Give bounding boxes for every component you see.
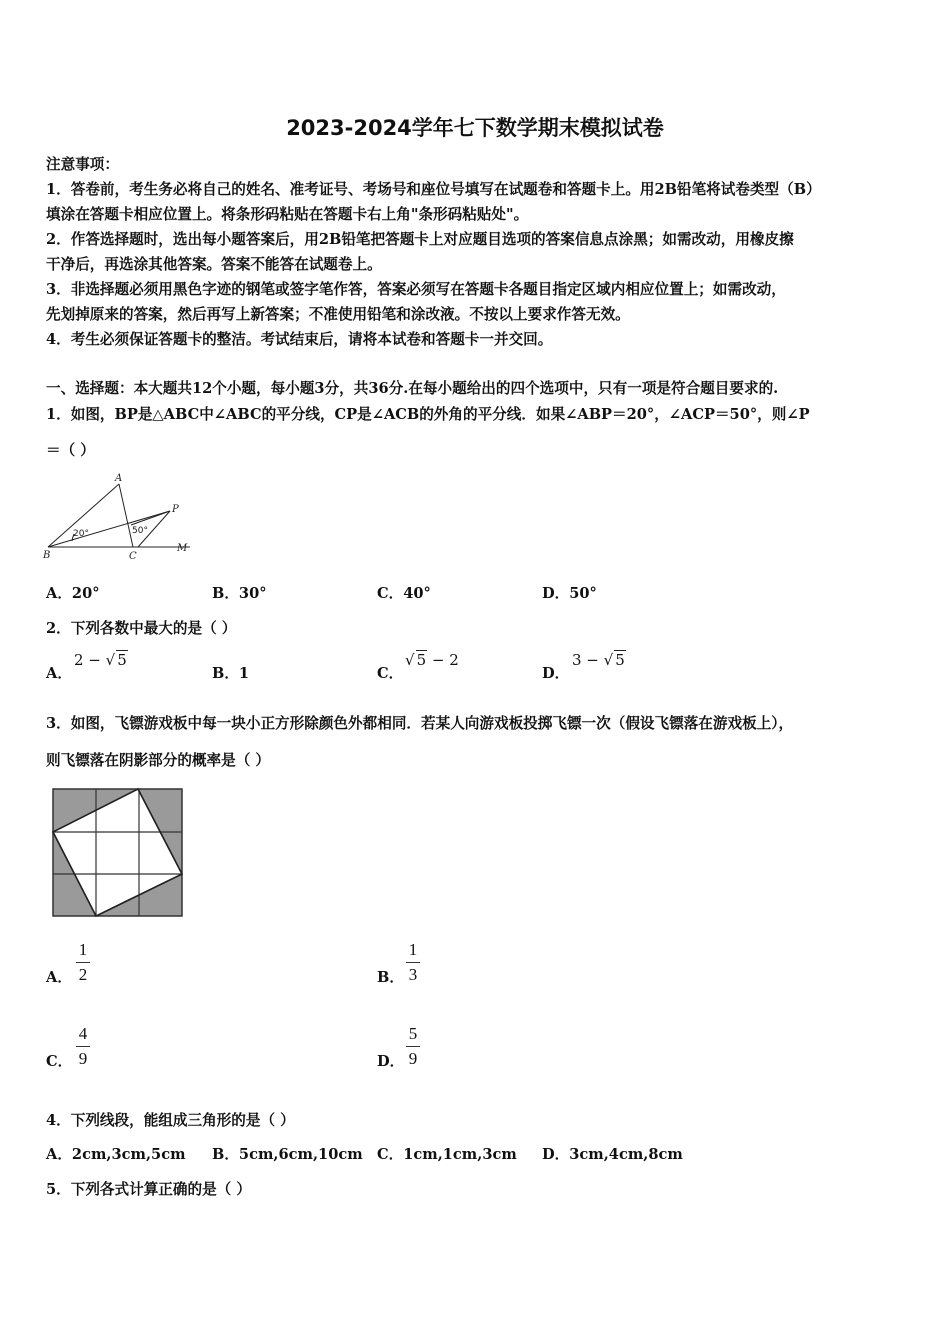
notice-line: 先划掉原来的答案，然后再写上新答案；不准使用铅笔和涂改液。不按以上要求作答无效。: [46, 306, 630, 323]
point-label-p: P: [172, 504, 179, 515]
q2-option-d[interactable]: D．: [542, 665, 570, 682]
q2-option-b[interactable]: B．1: [212, 665, 250, 682]
fraction-denominator: 9: [78, 1049, 88, 1068]
q3-option-a-fraction: [76, 940, 90, 985]
q2-option-d-expression: 3 − √ 5: [572, 651, 625, 669]
q3-option-b-fraction: [406, 940, 420, 985]
q1-stem-continued: ＝（ ）: [46, 442, 95, 459]
dartboard-figure: [52, 788, 184, 918]
notice-line: 填涂在答题卡相应位置上。将条形码粘贴在答题卡右上角"条形码粘贴处"。: [46, 206, 529, 223]
q2-option-a[interactable]: A．: [46, 665, 72, 682]
fraction-denominator: 3: [408, 965, 418, 984]
fraction-numerator: 5: [408, 1024, 418, 1043]
q3-option-a[interactable]: A．: [46, 969, 72, 986]
q3-option-b[interactable]: B．: [377, 969, 404, 986]
fraction-numerator: 1: [408, 940, 418, 959]
fraction-denominator: 2: [78, 965, 88, 984]
angle-label-20: 20°: [73, 529, 89, 539]
q4-option-c[interactable]: C．1cm,1cm,3cm: [377, 1146, 517, 1163]
point-label-a: A: [115, 473, 123, 484]
q1-option-a[interactable]: A．20°: [46, 585, 100, 602]
fraction-bar: [406, 1046, 420, 1047]
fraction-denominator: 9: [408, 1049, 418, 1068]
q2-a-radicand: 5: [117, 651, 127, 669]
q1-stem: 1．如图，BP是△ABC中∠ABC的平分线，CP是∠ACB的外角的平分线．如果∠ABP＝20°，∠ACP＝50°，则∠P: [46, 406, 810, 423]
fraction-bar: [76, 1046, 90, 1047]
angle-label-50: 50°: [132, 526, 148, 536]
q2-stem: 2．下列各数中最大的是（ ）: [46, 620, 237, 637]
fraction-numerator: 4: [78, 1024, 88, 1043]
notice-line: 干净后，再选涂其他答案。答案不能答在试题卷上。: [46, 256, 382, 273]
fraction-bar: [406, 962, 420, 963]
point-label-m: M: [177, 543, 188, 554]
q2-d-integer: 3 −: [572, 651, 604, 669]
q5-stem: 5．下列各式计算正确的是（ ）: [46, 1181, 251, 1198]
q4-option-a[interactable]: A．2cm,3cm,5cm: [46, 1146, 186, 1163]
notice-line: 3．非选择题必须用黑色字迹的钢笔或签字笔作答，答案必须写在答题卡各题目指定区域内相应位置上；如需改动，: [46, 281, 786, 298]
q2-option-c-expression: √ 5 − 2: [405, 651, 459, 669]
q4-option-d[interactable]: D．3cm,4cm,8cm: [542, 1146, 683, 1163]
q3-stem: 3．如图，飞镖游戏板中每一块小正方形除颜色外都相同．若某人向游戏板投掷飞镖一次（假设飞镖落在游戏板上），: [46, 715, 794, 732]
q2-d-radicand: 5: [615, 651, 625, 669]
q4-stem: 4．下列线段，能组成三角形的是（ ）: [46, 1112, 295, 1129]
notice-heading: 注意事项：: [46, 156, 119, 173]
point-label-b: B: [43, 550, 51, 561]
q1-option-c[interactable]: C．40°: [377, 585, 431, 602]
q2-a-integer: 2 −: [74, 651, 106, 669]
fraction-bar: [76, 962, 90, 963]
section-heading: 一、选择题：本大题共12个小题，每小题3分，共36分.在每小题给出的四个选项中，只有一项是符合题目要求的.: [46, 380, 779, 397]
q1-option-d[interactable]: D．50°: [542, 585, 597, 602]
notice-line: 4．考生必须保证答题卡的整洁。考试结束后，请将本试卷和答题卡一并交回。: [46, 331, 553, 348]
q2-c-radicand: 5: [416, 651, 427, 669]
fraction-numerator: 1: [78, 940, 88, 959]
q3-option-c-fraction: [76, 1024, 90, 1069]
q4-option-b[interactable]: B．5cm,6cm,10cm: [212, 1146, 363, 1163]
q3-stem-continued: 则飞镖落在阴影部分的概率是（ ）: [46, 752, 270, 769]
q1-option-b[interactable]: B．30°: [212, 585, 267, 602]
notice-line: 1．答卷前，考生务必将自己的姓名、准考证号、考场号和座位号填写在试题卷和答题卡上。用2B铅笔将试卷类型（B）: [46, 181, 821, 198]
page-title: 2023-2024学年七下数学期末模拟试卷: [286, 116, 664, 140]
q3-option-d-fraction: [406, 1024, 420, 1069]
q2-option-a-expression: 2 − √ 5: [74, 651, 127, 669]
q3-option-c[interactable]: C．: [46, 1053, 73, 1070]
q2-option-c[interactable]: C．: [377, 665, 404, 682]
q1-triangle-figure: [40, 470, 200, 565]
point-label-c: C: [129, 551, 137, 562]
q2-c-integer: − 2: [427, 651, 459, 669]
q3-option-d[interactable]: D．: [377, 1053, 405, 1070]
notice-line: 2．作答选择题时，选出每小题答案后，用2B铅笔把答题卡上对应题目选项的答案信息点涂黑；如需改动，用橡皮擦: [46, 231, 794, 248]
